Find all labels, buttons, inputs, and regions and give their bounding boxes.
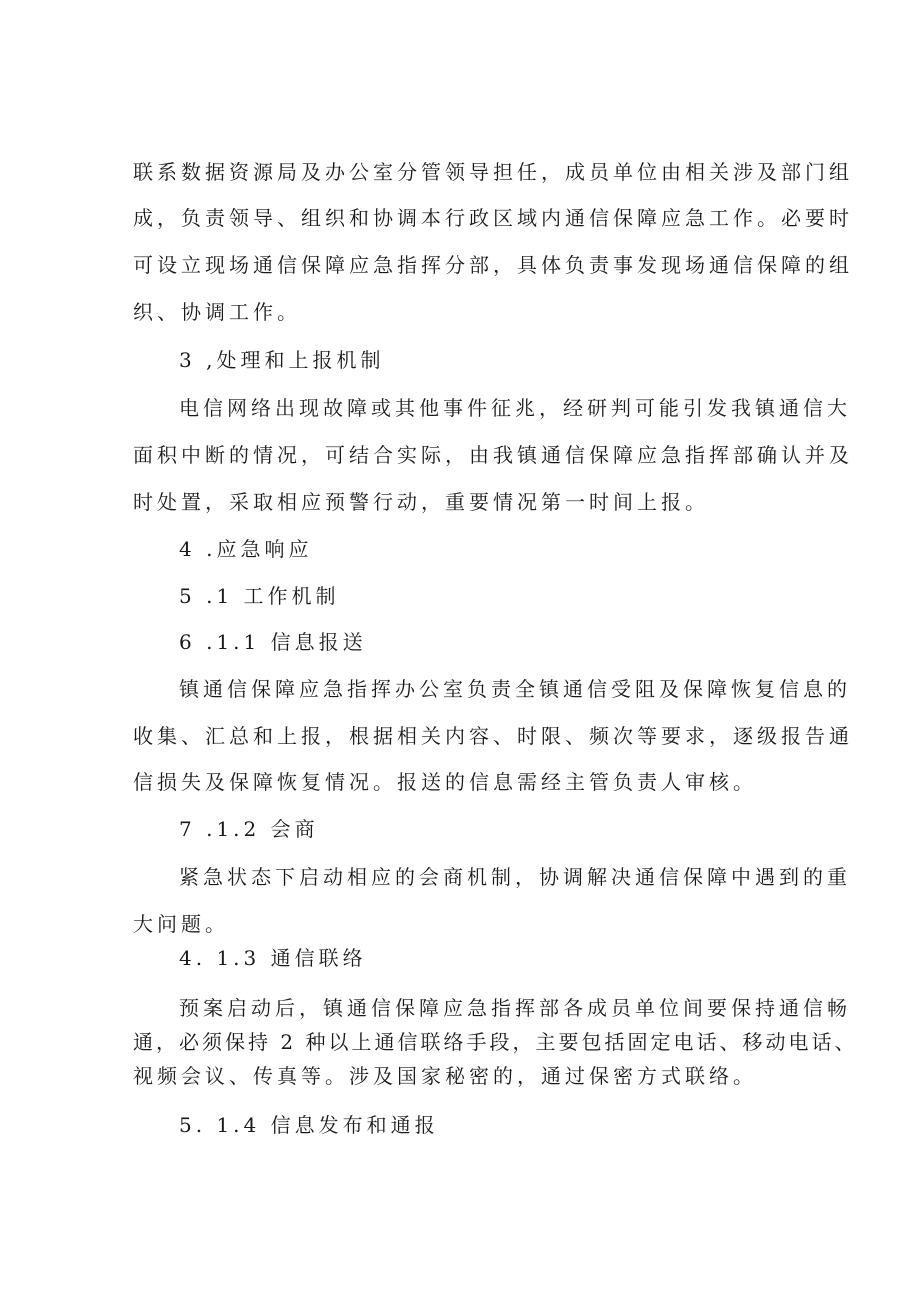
section-heading: 5 .1 工作机制 [179, 584, 340, 608]
paragraph-line: 联系数据资源局及办公室分管领导担任，成员单位由相关涉及部门组 [133, 160, 853, 184]
paragraph-line: 织、协调工作。 [133, 300, 301, 324]
paragraph-line: 镇通信保障应急指挥办公室负责全镇通信受阻及保障恢复信息的 [179, 677, 851, 701]
paragraph-line: 电信网络出现故障或其他事件征兆，经研判可能引发我镇通信大 [179, 396, 851, 420]
paragraph-line: 通，必须保持 2 种以上通信联络手段，主要包括固定电话、移动电话、 [133, 1030, 858, 1054]
paragraph-line: 成，负责领导、组织和协调本行政区域内通信保障应急工作。必要时 [133, 206, 853, 230]
section-heading: 3 ,处理和上报机制 [179, 348, 385, 372]
section-heading: 5. 1.4 信息发布和通报 [179, 1113, 439, 1137]
paragraph-line: 视频会议、传真等。涉及国家秘密的，通过保密方式联络。 [133, 1064, 757, 1088]
paragraph-line: 预案启动后，镇通信保障应急指挥部各成员单位间要保持通信畅 [179, 996, 851, 1020]
paragraph-line: 收集、汇总和上报，根据相关内容、时限、频次等要求，逐级报告通 [133, 724, 853, 748]
paragraph-line: 时处置，采取相应预警行动，重要情况第一时间上报。 [133, 490, 709, 514]
paragraph-line: 紧急状态下启动相应的会商机制，协调解决通信保障中遇到的重 [179, 865, 851, 889]
section-heading: 4 .应急响应 [179, 537, 313, 561]
paragraph-line: 可设立现场通信保障应急指挥分部，具体负责事发现场通信保障的组 [133, 253, 853, 277]
section-heading: 7 .1.2 会商 [179, 817, 319, 841]
paragraph-line: 信损失及保障恢复情况。报送的信息需经主管负责人审核。 [133, 770, 757, 794]
paragraph-line: 面积中断的情况，可结合实际，由我镇通信保障应急指挥部确认并及 [133, 443, 853, 467]
section-heading: 6 .1.1 信息报送 [179, 630, 367, 654]
section-heading: 4. 1.3 通信联络 [179, 946, 367, 970]
paragraph-line: 大问题。 [133, 912, 229, 936]
